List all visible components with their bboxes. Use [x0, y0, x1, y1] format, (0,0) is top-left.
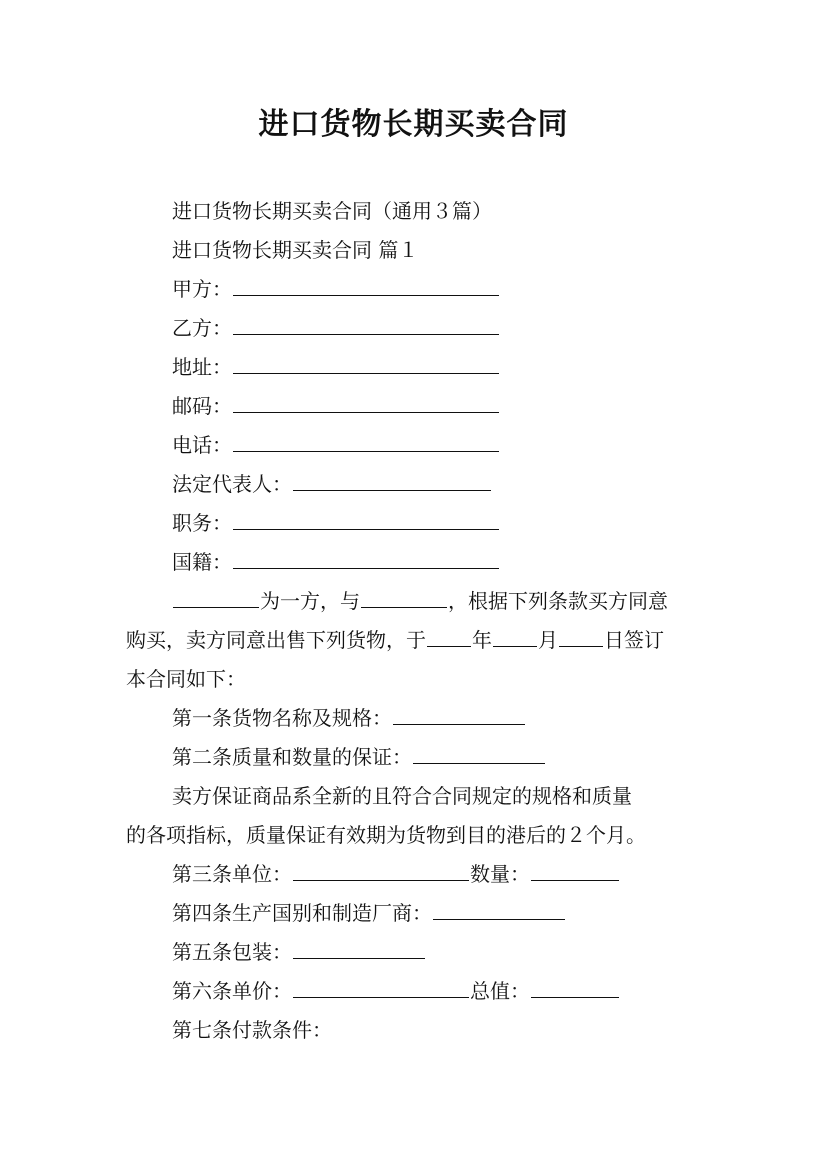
clause-2-text-2: 的各项指标，质量保证有效期为货物到目的港后的２个月。: [126, 823, 646, 847]
field-address: [172, 352, 500, 382]
blank-line: [293, 879, 469, 881]
blank-line: [233, 372, 499, 374]
clause-label: 第六条单价：: [172, 979, 292, 1003]
field-party-a: [172, 274, 500, 304]
field-label: 职务：: [172, 511, 232, 535]
blank-line: [493, 645, 537, 647]
blank-line: [413, 762, 545, 764]
blank-line: [361, 606, 447, 608]
intro-text: 月: [538, 628, 558, 652]
blank-line: [233, 411, 499, 413]
clause-label: 第一条货物名称及规格：: [172, 706, 392, 730]
field-label: 乙方：: [172, 316, 232, 340]
clause-label: 第二条质量和数量的保证：: [172, 745, 412, 769]
blank-line: [531, 996, 619, 998]
clause-label: 第五条包装：: [172, 940, 292, 964]
field-position: [172, 508, 500, 538]
clause-3: [172, 859, 620, 889]
intro-line-3: 本合同如下：: [126, 667, 246, 691]
clause-label: 总值：: [470, 979, 530, 1003]
intro-text: 为一方，与: [260, 589, 360, 613]
field-label: 地址：: [172, 355, 232, 379]
field-nationality: [172, 547, 500, 577]
field-party-b: [172, 313, 500, 343]
field-label: 法定代表人：: [172, 472, 292, 496]
blank-line: [233, 450, 499, 452]
clause-7: 第七条付款条件：: [172, 1018, 332, 1042]
intro-text: ，根据下列条款买方同意: [448, 589, 668, 613]
clause-2: [172, 742, 546, 772]
blank-line: [293, 489, 491, 491]
field-label: 国籍：: [172, 550, 232, 574]
blank-line: [293, 996, 469, 998]
blank-line: [233, 528, 499, 530]
intro-text: 购买，卖方同意出售下列货物，于: [126, 628, 426, 652]
intro-line-1: [172, 586, 668, 616]
clause-6: [172, 976, 620, 1006]
clause-2-text-1: 卖方保证商品系全新的且符合合同规定的规格和质量: [172, 784, 632, 808]
clause-1: [172, 703, 526, 733]
clause-4: [172, 898, 566, 928]
clause-label: 第三条单位：: [172, 862, 292, 886]
blank-line: [233, 333, 499, 335]
intro-text: 日签订: [604, 628, 664, 652]
blank-line: [293, 957, 425, 959]
field-postcode: [172, 391, 500, 421]
blank-line: [427, 645, 471, 647]
blank-line: [233, 567, 499, 569]
field-phone: [172, 430, 500, 460]
blank-line: [559, 645, 603, 647]
clause-label: 第四条生产国别和制造厂商：: [172, 901, 432, 925]
section-heading: 进口货物长期买卖合同 篇１: [172, 238, 419, 262]
blank-line: [393, 723, 525, 725]
intro-text: 年: [472, 628, 492, 652]
field-legal-rep: [172, 469, 492, 499]
blank-line: [173, 606, 259, 608]
blank-line: [233, 294, 499, 296]
intro-line-2: [126, 625, 664, 655]
subtitle: 进口货物长期买卖合同（通用３篇）: [172, 199, 492, 223]
clause-label: 数量：: [470, 862, 530, 886]
clause-5: [172, 937, 426, 967]
field-label: 电话：: [172, 433, 232, 457]
document-title: 进口货物长期买卖合同: [258, 107, 569, 142]
blank-line: [531, 879, 619, 881]
blank-line: [433, 918, 565, 920]
field-label: 甲方：: [172, 277, 232, 301]
field-label: 邮码：: [172, 394, 232, 418]
